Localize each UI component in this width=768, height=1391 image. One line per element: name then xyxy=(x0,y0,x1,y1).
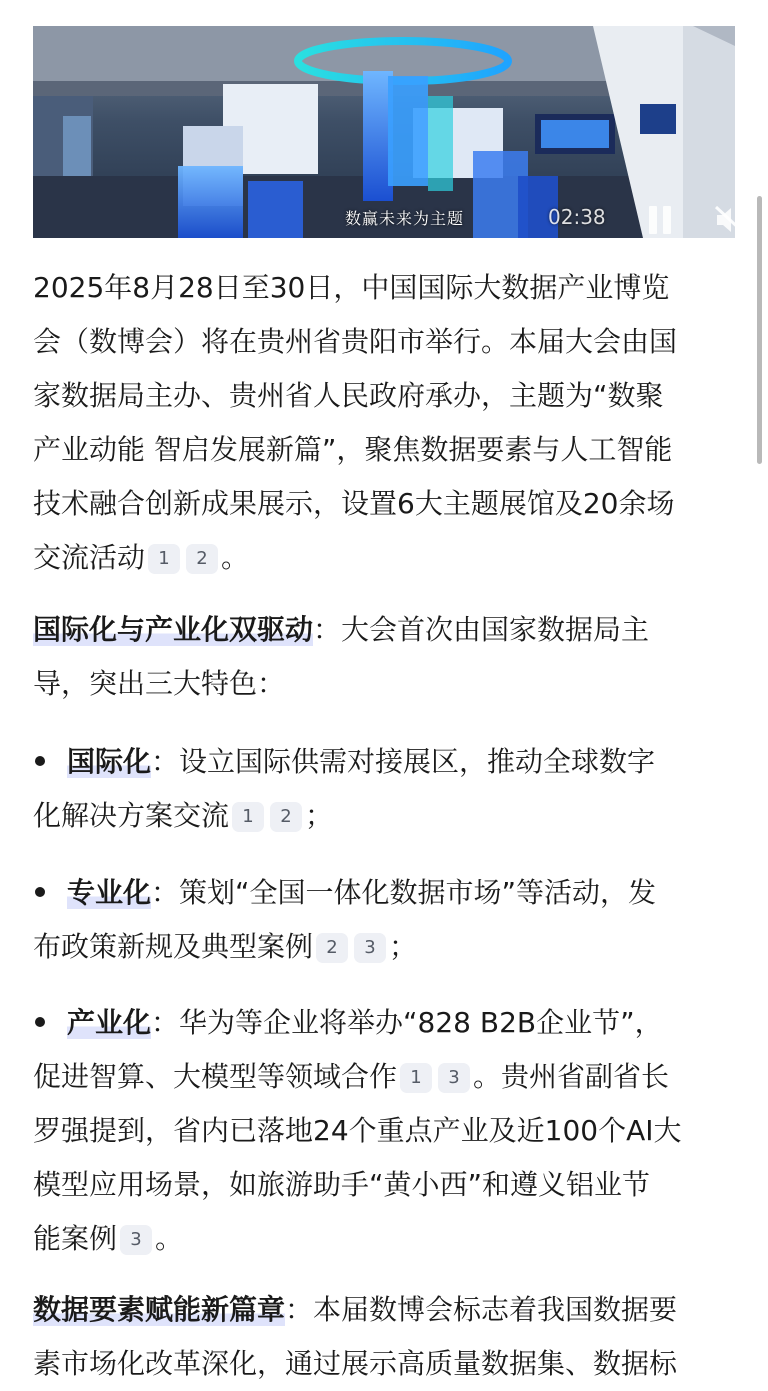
text-segment: ； xyxy=(305,799,334,832)
bullet-icon xyxy=(35,887,45,897)
video-player[interactable] xyxy=(33,26,735,267)
citation-badge[interactable]: 3 xyxy=(120,1225,152,1255)
text-segment: 交流活动 xyxy=(33,541,146,574)
text-line: 会（数博会）将在贵州省贵阳市举行。本届大会由国 xyxy=(33,325,678,358)
citation-badge[interactable]: 2 xyxy=(270,802,302,832)
citation-badge[interactable]: 1 xyxy=(148,544,180,574)
text-segment: 。贵州省副省长 xyxy=(473,1060,670,1093)
text-segment: 。 xyxy=(155,1222,184,1255)
bullet-term: 产业化 xyxy=(67,1006,152,1039)
text-segment: ：华为等企业将举办“828 B2B企业节”， xyxy=(151,1006,663,1039)
text-line xyxy=(33,920,738,974)
text-line xyxy=(33,1212,738,1266)
text-segment: ； xyxy=(389,930,418,963)
text-line xyxy=(33,735,738,789)
text-line: 罗强提到，省内已落地24个重点产业及近100个AI大 xyxy=(33,1114,682,1147)
text-segment: 促进智算、大模型等领域合作 xyxy=(33,1060,398,1093)
list-item xyxy=(33,866,738,974)
text-segment: 化解决方案交流 xyxy=(33,799,230,832)
text-line: 技术融合创新成果展示，设置6大主题展馆及20余场 xyxy=(33,487,675,520)
bullet-term: 国际化 xyxy=(67,745,152,778)
citation-badge[interactable]: 2 xyxy=(316,933,348,963)
text-segment: ：本届数博会标志着我国数据要 xyxy=(285,1293,678,1326)
citation-badge[interactable]: 3 xyxy=(354,933,386,963)
section-data-elements xyxy=(33,1283,738,1391)
text-line: 素市场化改革深化，通过展示高质量数据集、数据标 xyxy=(33,1347,678,1380)
mute-icon[interactable] xyxy=(713,204,747,236)
citation-badge[interactable]: 1 xyxy=(400,1063,432,1093)
bullet-term: 专业化 xyxy=(67,876,152,909)
text-line: 家数据局主办、贵州省人民政府承办，主题为“数聚 xyxy=(33,379,664,412)
text-segment: ：大会首次由国家数据局主 xyxy=(313,613,650,646)
text-line: 产业动能 智启发展新篇”，聚焦数据要素与人工智能 xyxy=(33,433,673,466)
pause-icon[interactable] xyxy=(649,206,673,234)
text-segment: ：策划“全国一体化数据市场”等活动，发 xyxy=(151,876,657,909)
text-line: 模型应用场景，如旅游助手“黄小西”和遵义铝业节 xyxy=(33,1168,651,1201)
text-segment: 能案例 xyxy=(33,1222,118,1255)
text-line xyxy=(33,866,738,920)
video-timestamp: 02:38 xyxy=(548,205,606,229)
text-line xyxy=(33,996,738,1050)
text-line: 2025年8月28日至30日，中国国际大数据产业博览 xyxy=(33,271,670,304)
citation-badge[interactable]: 2 xyxy=(186,544,218,574)
text-segment: ：设立国际供需对接展区，推动全球数字 xyxy=(151,745,656,778)
text-segment: 布政策新规及典型案例 xyxy=(33,930,314,963)
text-line xyxy=(33,789,738,843)
text-line xyxy=(33,1050,738,1104)
intro-paragraph xyxy=(33,261,738,585)
text-segment: 。 xyxy=(221,541,250,574)
text-line xyxy=(33,603,738,657)
text-line xyxy=(33,531,738,585)
list-item xyxy=(33,735,738,843)
text-line: 导，突出三大特色： xyxy=(33,667,286,700)
citation-badge[interactable]: 1 xyxy=(232,802,264,832)
bullet-icon xyxy=(35,1017,45,1027)
scrollbar[interactable] xyxy=(757,196,762,464)
video-caption: 数赢未来为主题 xyxy=(345,209,465,228)
section-heading: 国际化与产业化双驱动 xyxy=(33,613,314,646)
text-line xyxy=(33,1283,738,1337)
section-international xyxy=(33,603,738,711)
citation-badge[interactable]: 3 xyxy=(438,1063,470,1093)
section-heading: 数据要素赋能新篇章 xyxy=(33,1293,286,1326)
list-item xyxy=(33,996,738,1266)
bullet-icon xyxy=(35,756,45,766)
video-background-text: 中国国际数字出版博览会 xyxy=(333,251,487,267)
